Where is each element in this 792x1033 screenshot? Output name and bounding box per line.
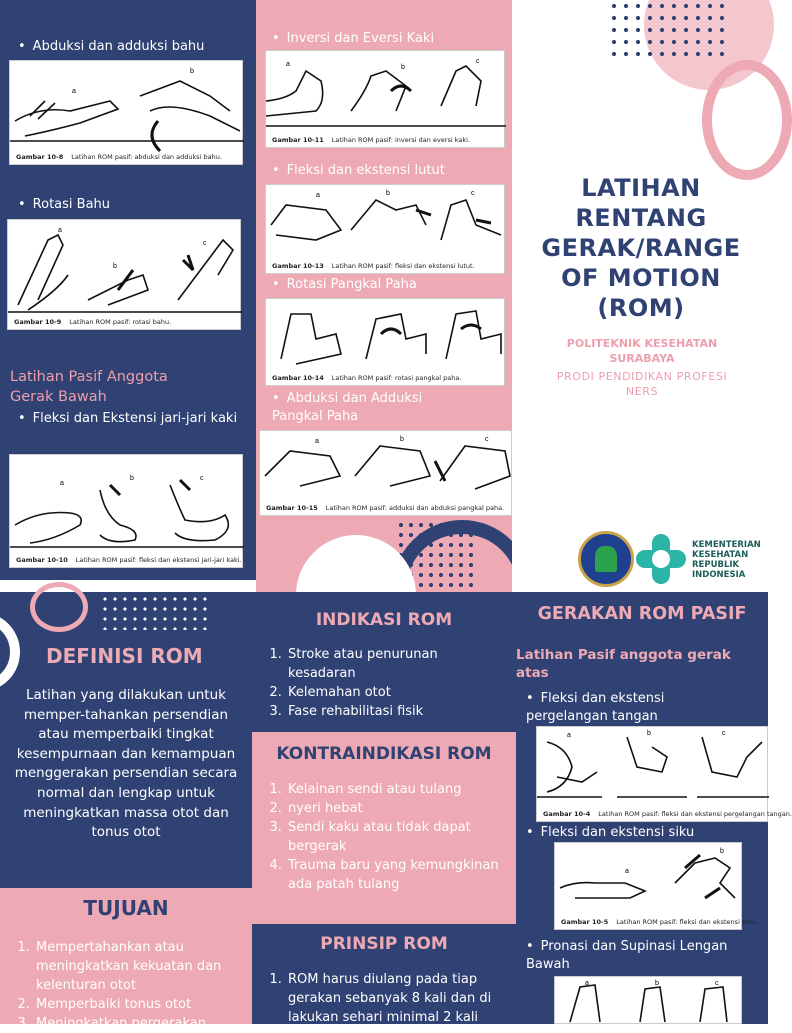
institution-line1: POLITEKNIK KESEHATAN bbox=[566, 337, 718, 350]
caption: Gambar 10-14 Latihan ROM pasif: rotasi pangkal paha. bbox=[272, 374, 462, 382]
svg-text:c: c bbox=[471, 190, 475, 197]
institution-line2: SURABAYA bbox=[609, 352, 675, 365]
indication-heading: INDIKASI ROM bbox=[315, 610, 453, 630]
svg-text:b: b bbox=[720, 848, 724, 855]
objective-list bbox=[18, 938, 246, 1033]
svg-text:a: a bbox=[58, 227, 62, 234]
illustration-shoulder-abduction bbox=[10, 61, 244, 166]
caption: Gambar 10-5 Latihan ROM pasif: fleksi dan ekstensi siku. bbox=[561, 918, 757, 926]
item-foot-inversion: • Inversi dan Eversi Kaki bbox=[272, 30, 502, 48]
svg-text:c: c bbox=[203, 240, 207, 247]
contraindication-panel bbox=[252, 732, 516, 924]
institution bbox=[522, 336, 762, 366]
illustration-forearm-pronation bbox=[555, 977, 743, 1025]
figure-toe-flexion bbox=[9, 454, 243, 568]
figure-hip-rotation bbox=[265, 298, 505, 386]
objective-heading: TUJUAN bbox=[83, 896, 169, 920]
upper-limb-subheading: Latihan Pasif anggota gerak atas bbox=[516, 647, 731, 681]
indication-item: 2. Kelemahan otot bbox=[286, 683, 506, 702]
svg-text:a: a bbox=[625, 868, 629, 875]
contraindication-heading: KONTRAINDIKASI ROM bbox=[276, 744, 492, 764]
program bbox=[522, 369, 762, 399]
svg-text:a: a bbox=[286, 61, 290, 68]
principle-heading: PRINSIP ROM bbox=[320, 934, 448, 954]
program-line1: PRODI PENDIDIKAN PROFESI bbox=[556, 370, 728, 383]
svg-text:b: b bbox=[130, 475, 134, 482]
caption: Gambar 10-15 Latihan ROM pasif: adduksi dan abduksi pangkal paha. bbox=[266, 504, 505, 512]
decor-dots bbox=[608, 0, 728, 60]
figure-shoulder-rotation bbox=[7, 219, 241, 330]
definition-panel bbox=[0, 592, 252, 888]
figure-elbow-flexion bbox=[554, 842, 757, 930]
svg-text:c: c bbox=[715, 980, 719, 987]
svg-text:b: b bbox=[655, 980, 659, 987]
subheading-lower-limb: Latihan Pasif Anggota Gerak Bawah bbox=[10, 369, 168, 405]
svg-text:a: a bbox=[585, 980, 589, 987]
item-forearm-pronation: • Pronasi dan Supinasi Lengan Bawah bbox=[526, 938, 766, 974]
item-shoulder-rotation: • Rotasi Bahu bbox=[18, 196, 248, 214]
figure-shoulder-abduction bbox=[9, 60, 243, 165]
item-elbow-flexion: • Fleksi dan ekstensi siku bbox=[526, 824, 758, 842]
passive-rom-leg-panel bbox=[256, 0, 512, 592]
figure-hip-abduction bbox=[259, 430, 512, 516]
ministry-name: KEMENTERIAN KESEHATAN REPUBLIK INDONESIA bbox=[692, 540, 761, 580]
caption: Gambar 10-4 Latihan ROM pasif: fleksi dan ekstensi pergelangan tangan. bbox=[543, 810, 792, 818]
decor-pink-ring bbox=[702, 60, 792, 180]
illustration-shoulder-rotation bbox=[8, 220, 242, 331]
principle-item: 1. ROM harus diulang pada tiap gerakan sebanyak 8 kali dan di lakukan sehari minimal 2 kali bbox=[286, 970, 506, 1027]
svg-text:c: c bbox=[485, 436, 489, 443]
indication-panel bbox=[252, 592, 516, 732]
svg-text:a: a bbox=[316, 192, 320, 199]
cover-panel bbox=[512, 0, 768, 592]
illustration-toe-flexion bbox=[10, 455, 244, 569]
kemenkes-logo bbox=[634, 532, 688, 586]
principle-panel bbox=[252, 924, 516, 1024]
definition-body: Latihan yang dilakukan untuk memper-tahankan persendian atau memperbaiki tingkat kesempurnaan dan kemampuan menggerakan persendian secara normal dan lengkap untuk meningkatkan massa otot dan tonus otot bbox=[14, 687, 238, 841]
svg-text:c: c bbox=[722, 730, 726, 737]
item-toe-flexion: • Fleksi dan Ekstensi jari-jari kaki bbox=[18, 410, 238, 428]
passive-rom-panel bbox=[516, 592, 792, 1024]
program-line2: NERS bbox=[625, 385, 659, 398]
svg-text:b: b bbox=[386, 190, 390, 197]
item-shoulder-abduction: • Abduksi dan adduksi bahu bbox=[18, 38, 248, 56]
caption: Gambar 10-13 Latihan ROM pasif: fleksi dan ekstensi lutut. bbox=[272, 262, 475, 270]
item-wrist-flexion: • Fleksi dan ekstensi pergelangan tangan bbox=[526, 690, 726, 726]
contraindication-item: 3. Sendi kaku atau tidak dapat bergerak bbox=[286, 818, 506, 856]
caption: Gambar 10-11 Latihan ROM pasif: inversi dan eversi kaki. bbox=[272, 136, 471, 144]
decor-pink-ring bbox=[30, 582, 88, 632]
decor-white-arc bbox=[0, 612, 20, 692]
cover-title: LATIHAN RENTANG GERAK/RANGE OF MOTION (ROM) bbox=[541, 174, 741, 322]
item-hip-abduction: • Abduksi dan Adduksi Pangkal Paha bbox=[272, 390, 472, 426]
principle-list bbox=[270, 970, 506, 1027]
illustration-foot-inversion bbox=[266, 51, 506, 149]
figure-wrist-flexion bbox=[536, 726, 792, 822]
figure-knee-flexion bbox=[265, 184, 505, 274]
caption: Gambar 10-10 Latihan ROM pasif: fleksi dan ekstensi jari-jari kaki. bbox=[16, 556, 242, 564]
contraindication-list bbox=[270, 780, 506, 894]
svg-text:b: b bbox=[647, 730, 651, 737]
caption: Gambar 10-9 Latihan ROM pasif: rotasi bahu. bbox=[14, 318, 172, 326]
passive-rom-lower-panel bbox=[0, 0, 256, 580]
objective-panel bbox=[0, 888, 252, 1031]
svg-text:b: b bbox=[401, 64, 405, 71]
svg-text:b: b bbox=[190, 68, 194, 75]
item-knee-flexion: • Fleksi dan ekstensi lutut bbox=[272, 162, 502, 180]
definition-heading: DEFINISI ROM bbox=[46, 644, 203, 668]
objective-item: 2. Memperbaiki tonus otot bbox=[34, 995, 246, 1014]
svg-text:b: b bbox=[113, 263, 117, 270]
item-hip-rotation: • Rotasi Pangkal Paha bbox=[272, 276, 502, 294]
decor-dots bbox=[100, 594, 210, 630]
poltekkes-logo bbox=[578, 531, 634, 587]
contraindication-item: 4. Trauma baru yang kemungkinan ada patah tulang bbox=[286, 856, 506, 894]
indication-item: 3. Fase rehabilitasi fisik bbox=[286, 702, 506, 721]
svg-text:a: a bbox=[567, 732, 571, 739]
illustration-wrist-flexion bbox=[537, 727, 769, 823]
contraindication-item: 2. nyeri hebat bbox=[286, 799, 506, 818]
svg-text:c: c bbox=[476, 58, 480, 65]
indication-list bbox=[270, 645, 506, 721]
svg-text:a: a bbox=[72, 88, 76, 95]
svg-text:a: a bbox=[315, 438, 319, 445]
objective-item: 3. Meningkatkan pergerakan bbox=[34, 1014, 246, 1033]
figure-forearm-pronation bbox=[554, 976, 742, 1024]
svg-text:c: c bbox=[200, 475, 204, 482]
indication-item: 1. Stroke atau penurunan kesadaran bbox=[286, 645, 506, 683]
svg-text:a: a bbox=[60, 480, 64, 487]
objective-item: 1. Mempertahankan atau meningkatkan kekuatan dan kelenturan otot bbox=[34, 938, 246, 995]
svg-text:b: b bbox=[400, 436, 404, 443]
passive-rom-heading: GERAKAN ROM PASIF bbox=[537, 604, 747, 624]
contraindication-item: 1. Kelainan sendi atau tulang bbox=[286, 780, 506, 799]
caption: Gambar 10-8 Latihan ROM pasif: abduksi dan adduksi bahu. bbox=[16, 153, 222, 161]
figure-foot-inversion bbox=[265, 50, 505, 148]
